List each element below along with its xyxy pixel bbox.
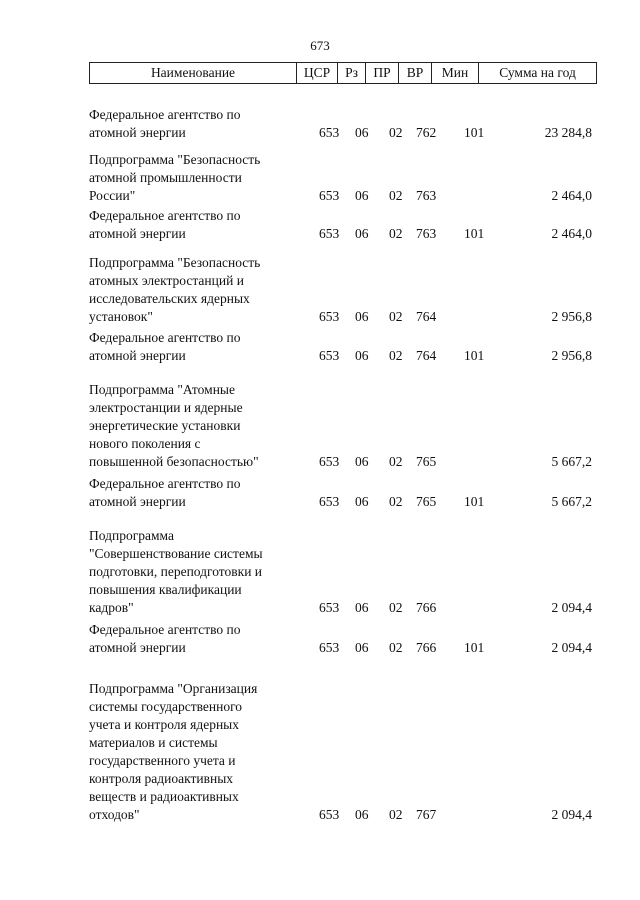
row-sum: 23 284,8 [544,125,592,140]
row-name: Подпрограмма "Организация системы государственного учета и контроля ядерных материалов и системы государственного учета и контроля радиоактивных веществ и радиоактивных отходов" [89,681,258,822]
header-name: Наименование [150,65,236,80]
row-sum: 2 464,0 [551,226,592,241]
header-pr: ПР [366,63,399,84]
row-pr: 02 [389,454,403,469]
row-csr: 653 [319,640,340,655]
header-vr: ВР [399,63,432,84]
header-min: Мин [432,63,479,84]
row-csr: 653 [319,226,340,241]
row-pr: 02 [389,807,403,822]
header-sum: Сумма на год [479,63,597,84]
row-sum: 2 464,0 [551,188,592,203]
row-vr: 766 [416,600,437,615]
page-number: 673 [310,38,330,53]
row-vr: 765 [416,494,437,509]
row-rz: 06 [355,226,369,241]
row-pr: 02 [389,125,403,140]
row-csr: 653 [319,600,340,615]
row-rz: 06 [355,454,369,469]
row-name: Федеральное агентство по атомной энергии [89,476,241,509]
row-name: Подпрограмма "Безопасность атомной промышленности России" [89,152,261,203]
row-min: 101 [464,494,485,509]
row-csr: 653 [319,188,340,203]
table-header [89,62,597,84]
row-rz: 06 [355,807,369,822]
row-sum: 2 094,4 [551,600,592,615]
row-rz: 06 [355,348,369,363]
row-name: Федеральное агентство по атомной энергии [89,622,241,655]
row-vr: 764 [416,309,437,324]
row-rz: 06 [355,640,369,655]
row-vr: 767 [416,807,437,822]
row-pr: 02 [389,600,403,615]
table-row [0,329,640,365]
row-pr: 02 [389,188,403,203]
row-min: 101 [464,348,485,363]
row-rz: 06 [355,494,369,509]
row-pr: 02 [389,348,403,363]
row-csr: 653 [319,348,340,363]
row-sum: 2 956,8 [551,309,592,324]
row-min: 101 [464,125,485,140]
row-pr: 02 [389,494,403,509]
row-name: Подпрограмма "Совершенствование системы подготовки, переподготовки и повышения квалификации кадров" [89,528,263,615]
row-csr: 653 [319,807,340,822]
row-rz: 06 [355,125,369,140]
row-vr: 765 [416,454,437,469]
row-pr: 02 [389,226,403,241]
row-vr: 763 [416,226,437,241]
row-csr: 653 [319,309,340,324]
table-row [0,527,640,617]
header-rz: Рз [338,63,366,84]
row-min: 101 [464,226,485,241]
row-sum: 2 094,4 [551,807,592,822]
row-csr: 653 [319,454,340,469]
table-row [0,381,640,471]
row-sum: 2 956,8 [551,348,592,363]
row-vr: 763 [416,188,437,203]
row-vr: 762 [416,125,437,140]
row-rz: 06 [355,188,369,203]
row-vr: 764 [416,348,437,363]
table-row [0,106,640,142]
row-pr: 02 [389,309,403,324]
header-csr: ЦСР [297,63,338,84]
row-rz: 06 [355,309,369,324]
table-row [0,207,640,243]
row-name: Федеральное агентство по атомной энергии [89,107,241,140]
row-name: Подпрограмма "Атомные электростанции и ядерные энергетические установки нового поколения с повышенной безопасностью" [89,382,259,469]
table-row [0,475,640,511]
row-rz: 06 [355,600,369,615]
row-sum: 5 667,2 [551,454,592,469]
table-row [0,621,640,657]
row-csr: 653 [319,125,340,140]
row-sum: 2 094,4 [551,640,592,655]
row-csr: 653 [319,494,340,509]
row-name: Федеральное агентство по атомной энергии [89,208,241,241]
table-row [0,254,640,326]
row-name: Федеральное агентство по атомной энергии [89,330,241,363]
row-sum: 5 667,2 [551,494,592,509]
row-vr: 766 [416,640,437,655]
row-min: 101 [464,640,485,655]
row-name: Подпрограмма "Безопасность атомных электростанций и исследовательских ядерных установок" [89,255,261,324]
table-row [0,680,640,824]
table-row [0,151,640,205]
row-pr: 02 [389,640,403,655]
